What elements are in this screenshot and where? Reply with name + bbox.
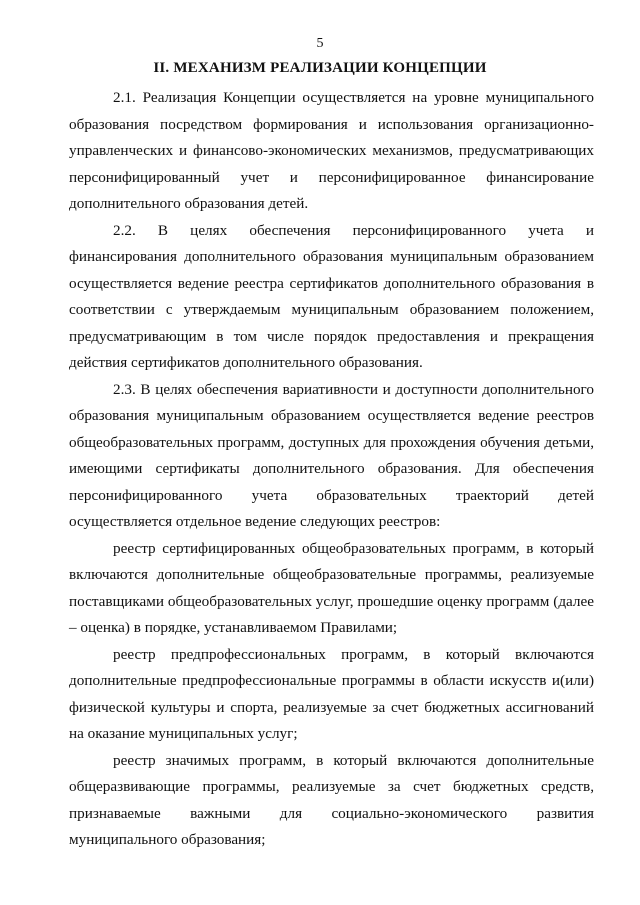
page-number: 5 bbox=[316, 36, 324, 51]
registry-significant-programs: реестр значимых программ, в который включаются дополнительные общеразвивающие программы, реализуемые за счет бюджетных средств, признаваемые важными для социально-экономического развития муниципального образования; bbox=[69, 751, 594, 848]
registry-certified-programs: реестр сертифицированных общеобразовательных программ, в который включаются дополнительные общеобразовательные программы, реализуемые поставщиками общеобразовательных услуг, прошедшие оценку программ (далее – оценка) в порядке, устанавливаемом Правилами; bbox=[69, 539, 594, 636]
document-body bbox=[69, 85, 594, 854]
paragraph-2-1: 2.1. Реализация Концепции осуществляется на уровне муниципального образования посредством формирования и использования организационно-управленческих и финансово-экономических механизмов, предусматривающих персонифицированный учет и персонифицированное финансирование дополнительного образования детей. bbox=[69, 89, 594, 212]
paragraph-2-2: 2.2. В целях обеспечения персонифицированного учета и финансирования дополнительного образования муниципальным образованием осуществляется ведение реестра сертификатов дополнительного образования в соответствии с утверждаемым муниципальным образованием положением, предусматривающим в том числе порядок предоставления и прекращения действия сертификатов дополнительного образования. bbox=[69, 221, 594, 371]
section-title: II. МЕХАНИЗМ РЕАЛИЗАЦИИ КОНЦЕПЦИИ bbox=[153, 60, 487, 76]
registry-preprofessional-programs: реестр предпрофессиональных программ, в который включаются дополнительные предпрофессиональные программы в области искусств и(или) физической культуры и спорта, реализуемые за счет бюджетных ассигнований на оказание муниципальных услуг; bbox=[69, 645, 594, 742]
paragraph-2-3: 2.3. В целях обеспечения вариативности и доступности дополнительного образования муниципальным образованием осуществляется ведение реестров общеобразовательных программ, доступных для прохождения обучения детьми, имеющими сертификаты дополнительного образования. Для обеспечения персонифицированного учета образовательных траекторий детей осуществляется отдельное ведение следующих реестров: bbox=[69, 380, 594, 530]
